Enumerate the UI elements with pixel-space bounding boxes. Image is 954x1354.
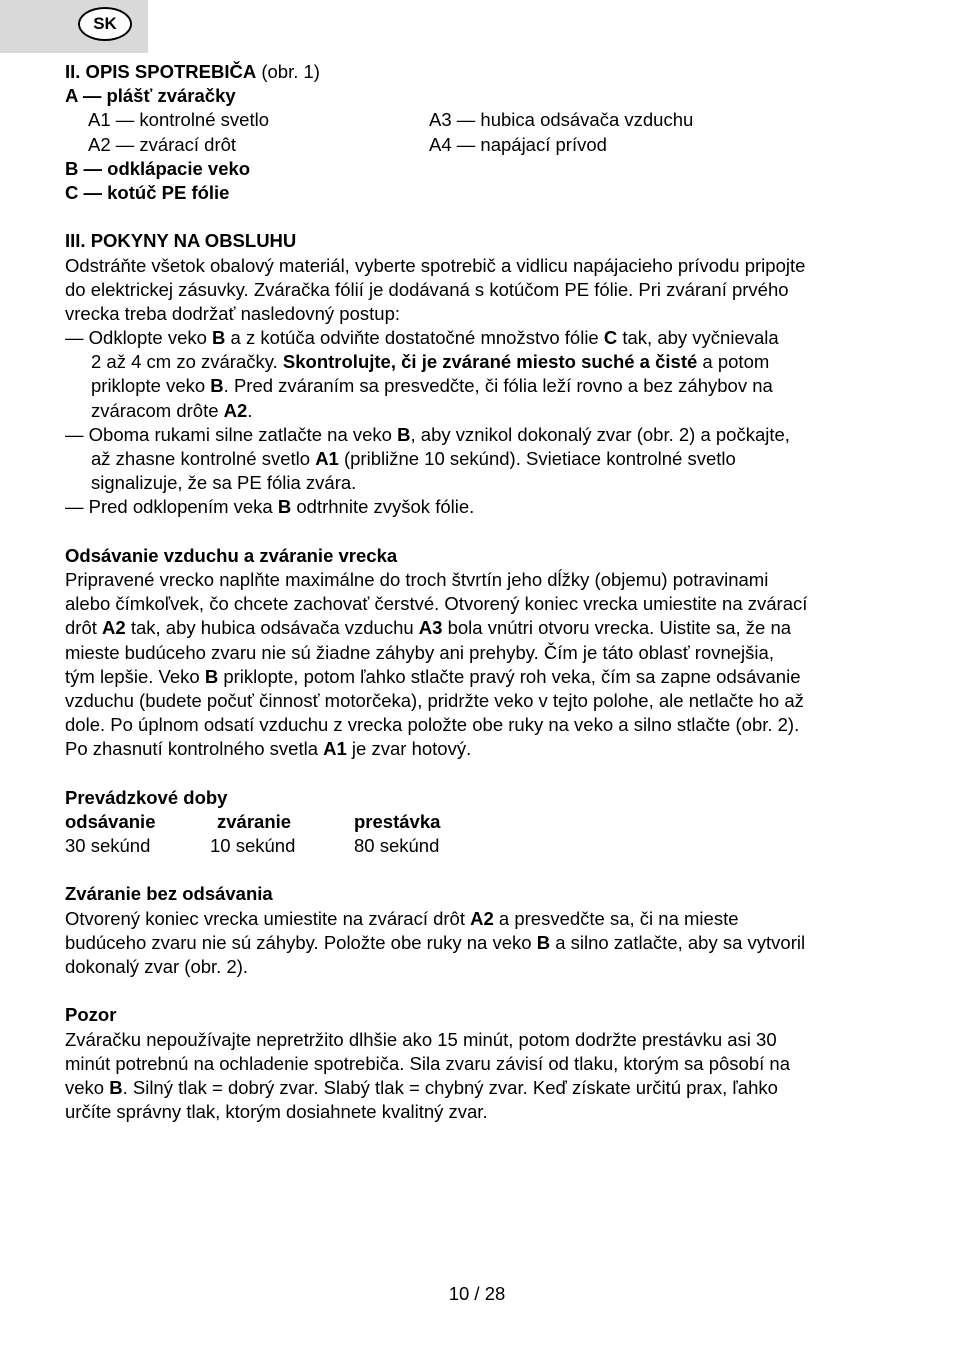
step-2: — Oboma rukami silne zatlačte na veko B, aby vznikol dokonalý zvar (obr. 2) a počkajte,	[65, 423, 790, 445]
table-cell: 30 sekúnd	[65, 835, 151, 856]
paragraph-line: Odstráňte všetok obalový materiál, vyberte spotrebič a vidlicu napájacieho prívodu pripojte	[65, 254, 806, 276]
paragraph-line: Pripravené vrecko naplňte maximálne do troch štvrtín jeho dĺžky (objemu) potravinami	[65, 568, 769, 590]
step-2-cont: signalizuje, že sa PE fólia zvára.	[91, 472, 357, 494]
paragraph-line: vrecka treba dodržať nasledovný postup:	[65, 302, 400, 324]
page-number: 10 / 28	[448, 1283, 506, 1304]
part-a-label: A — plášť zváračky	[65, 85, 236, 107]
paragraph-line: Po zhasnutí kontrolného svetla A1 je zvar hotový.	[65, 738, 472, 760]
table-header-cell: zváranie	[217, 810, 292, 832]
paragraph-line: drôt A2 tak, aby hubica odsávača vzduchu A3 bola vnútri otvoru vrecka. Uistite sa, že na	[65, 617, 792, 639]
paragraph-line: budúceho zvaru nie sú záhyby. Položte obe ruky na veko B a silno zatlačte, aby sa vytvoril	[65, 931, 806, 953]
section-heading: II. OPIS SPOTREBIČA (obr. 1)	[65, 61, 320, 82]
part-a4: A4 — napájací prívod	[429, 133, 607, 155]
paragraph-line: Otvorený koniec vrecka umiestite na zvárací drôt A2 a presvedčte sa, či na mieste	[65, 907, 739, 929]
paragraph-line: určíte správny tlak, ktorým dosiahnete kvalitný zvar.	[65, 1101, 488, 1123]
part-a1: A1 — kontrolné svetlo	[88, 109, 269, 131]
part-a2: A2 — zvárací drôt	[88, 133, 237, 155]
paragraph-line: tým lepšie. Veko B priklopte, potom ľahko stlačte pravý roh veka, čím sa zapne odsávanie	[65, 665, 801, 687]
paragraph-line: dole. Po úplnom odsatí vzduchu z vrecka položte obe ruky na veko a silno stlačte (obr. 2).	[65, 714, 800, 736]
parts-row-1	[65, 108, 895, 132]
document-body	[65, 60, 895, 1124]
step-1-cont: 2 až 4 cm zo zváračky. Skontrolujte, či je zvárané miesto suché a čisté a potom	[91, 351, 770, 373]
part-c-label: C — kotúč PE fólie	[65, 181, 230, 203]
section-heading: III. POKYNY NA OBSLUHU	[65, 230, 297, 252]
part-a3: A3 — hubica odsávača vzduchu	[429, 109, 694, 131]
timing-table-row	[65, 834, 895, 858]
table-header-cell: prestávka	[354, 810, 441, 832]
paragraph-line: alebo čímkoľvek, čo chcete zachovať čerstvé. Otvorený koniec vrecka umiestite na zvárací	[65, 593, 808, 615]
table-cell: 80 sekúnd	[354, 835, 440, 856]
subsection-heading: Prevádzkové doby	[65, 786, 228, 808]
subsection-heading: Pozor	[65, 1004, 117, 1026]
step-1-cont: priklopte veko B. Pred zváraním sa presvedčte, či fólia leží rovno a bez záhybov na	[91, 375, 773, 397]
subsection-heading: Zváranie bez odsávania	[65, 883, 273, 905]
parts-row-2	[65, 133, 895, 157]
paragraph-line: mieste budúceho zvaru nie sú žiadne záhyby ani prehyby. Čím je táto oblasť rovnejšia,	[65, 641, 774, 663]
subsection-heading: Odsávanie vzduchu a zváranie vrecka	[65, 544, 398, 566]
step-2-cont: až zhasne kontrolné svetlo A1 (približne 10 sekúnd). Svietiace kontrolné svetlo	[91, 448, 736, 469]
timing-table-header	[65, 810, 895, 834]
step-1: — Odklopte veko B a z kotúča odviňte dostatočné množstvo fólie C tak, aby vyčnievala	[65, 327, 779, 349]
paragraph-line: Zváračku nepoužívajte nepretržito dlhšie ako 15 minút, potom dodržte prestávku asi 30	[65, 1028, 777, 1050]
language-badge: SK	[78, 7, 132, 41]
paragraph-line: dokonalý zvar (obr. 2).	[65, 955, 249, 977]
paragraph-line: vzduchu (budete počuť činnosť motorčeka), pridržte veko v tejto polohe, ale netlačte ho až	[65, 689, 804, 711]
table-header-cell: odsávanie	[65, 810, 156, 832]
step-3: — Pred odklopením veka B odtrhnite zvyšok fólie.	[65, 496, 475, 518]
paragraph-line: minút potrebnú na ochladenie spotrebiča. Sila zvaru závisí od tlaku, ktorým sa pôsobí na	[65, 1052, 790, 1074]
part-b-label: B — odklápacie veko	[65, 157, 251, 179]
paragraph-line: veko B. Silný tlak = dobrý zvar. Slabý tlak = chybný zvar. Keď získate určitú prax, ľahko	[65, 1076, 778, 1098]
table-cell: 10 sekúnd	[210, 835, 296, 856]
paragraph-line: do elektrickej zásuvky. Zváračka fólií je dodávaná s kotúčom PE fólie. Pri zváraní prvého	[65, 278, 789, 300]
step-1-cont: zváracom drôte A2.	[91, 399, 253, 421]
